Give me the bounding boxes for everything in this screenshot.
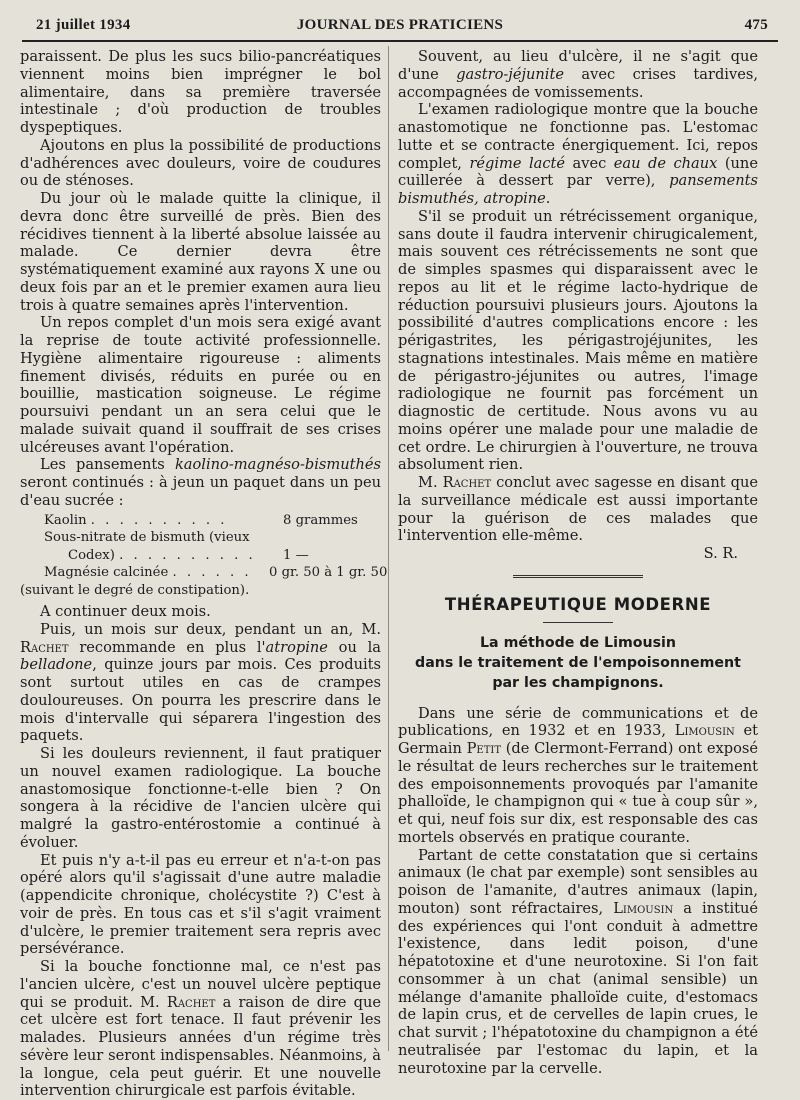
paragraph: Souvent, au lieu d'ulcère, il ne s'agit que d'une gastro-jéjunite avec crises tardives, accompagnées de vomissements. xyxy=(398,48,758,101)
paragraph: Partant de cette constatation que si certains animaux (le chat par exemple) sont sensibles au poison de l'amanite, d'autres animaux (lapin, mouton) sont réfractaires, Limousin a institué des expériences qui l'ont conduit à admettre l'existence, dans ledit poison, d'une hépatotoxine et d'une neurotoxine. Si l'on fait consommer à un chat (animal sensible) un mélange d'amanite phalloïde cuite, d'estomacs de lapin crus, et de cervelles de lapin crues, le chat survit ; l'hépatotoxine du champignon a été neutralisée par l'estomac du lapin, et la neurotoxine par la cervelle. xyxy=(398,846,759,1077)
paragraph: Du jour où le malade quitte la clinique, il devra donc être surveillé de près. Bien des récidives tiennent à la liberté absolue laissée au malade. Ce dernier devra être systématiquement examiné aux rayons X une ou deux fois par an et le premier examen aura lieu trois à quatre semaines après l'intervention. xyxy=(20,190,381,314)
signature: S. R. xyxy=(703,545,738,562)
paragraph: S'il se produit un rétrécissement organique, sans doute il faudra intervenir chirugicalement, mais souvent ces rétrécissements ne sont que de simples spasmes qui disparaissent avec le repos au lit et le régime lacto-hydrique de réduction poursuivi plusieurs jours. Ajoutons la possibilité d'autres complications encore : les périgastrites, les périgastrojéjunites, les stagnations intestinales. Mais même en matière de périgastro-jéjunites ou autres, l'image radiologique ne fournit pas forcément un diagnostic de certitude. Nous avons vu au moins opérer une malade pour une maladie de cet ordre. Le chirurgien à l'ouverture, ne trouva absolument rien. xyxy=(398,207,758,474)
prescription-line: Magnésie calcinée . . . . . . 0 gr. 50 à 1 gr. 50 xyxy=(44,565,388,580)
prescription-line: Kaolin . . . . . . . . . . 8 grammes xyxy=(44,512,358,528)
author-name: Limousin xyxy=(613,899,674,917)
author-name: Rachet xyxy=(442,474,492,491)
paragraph: Ajoutons en plus la possibilité de productions d'adhérences avec douleurs, voire de coudures ou de sténoses. xyxy=(20,136,381,190)
section-divider xyxy=(513,575,643,582)
paragraph: paraissent. De plus les sucs bilio-pancréatiques viennent moins bien imprégner le bol alimentaire, dans sa première traversée intestinale ; d'où production de troubles dyspeptiques. xyxy=(20,48,381,136)
left-column xyxy=(20,48,388,1100)
right-column xyxy=(398,48,758,1077)
prescription-line: Codex) . . . . . . . . . . 1 — xyxy=(68,547,309,563)
paragraph: Si la bouche fonctionne mal, ce n'est pas l'ancien ulcère, c'est un nouvel ulcère peptique qui se produit. M. Rachet a raison de dire que cet ulcère est fort tenace. Il faut prévenir les malades. Plusieurs années d'un régime très sévère leur seront indispensables. Néanmoins, à la longue, cela peut guérir. Et une nouvelle intervention chirurgicale est parfois évitable. xyxy=(20,958,381,1100)
paragraph: L'examen radiologique montre que la bouche anastomotique ne fonctionne pas. L'estomac lutte et se contracte énergiquement. Ici, repos complet, régime lacté avec eau de chaux (une cuillerée à dessert par verre), pansements bismuthés, atropine. xyxy=(398,101,758,207)
prescription-note: (suivant le degré de constipation). xyxy=(20,582,250,598)
author-name: Rachet xyxy=(20,638,69,656)
paragraph: Et puis n'y a-t-il pas eu erreur et n'a-t-on pas opéré alors qu'il s'agissait d'une autre maladie (appendicite chronique, cholécystite ?) C'est à voir de près. En tous cas et s'il s'agit vraiment d'ulcère, le premier traitement sera repris avec persévérance. xyxy=(20,851,381,958)
title-rule xyxy=(543,622,613,623)
paragraph: A continuer deux mois. xyxy=(40,603,211,620)
header-page-number: 475 xyxy=(744,17,768,33)
author-name: Petit xyxy=(466,740,502,757)
section-title: THÉRAPEUTIQUE MODERNE xyxy=(444,594,712,614)
header-journal-title: JOURNAL DES PRATICIENS xyxy=(296,17,504,33)
header-date: 21 juillet 1934 xyxy=(36,17,131,33)
paragraph: M. Rachet conclut avec sagesse en disant que la surveillance médicale est aussi importante pour la guérison de ces malades que l'intervention elle-même. xyxy=(398,474,758,545)
prescription-line: Sous-nitrate de bismuth (vieux xyxy=(44,530,250,545)
article-title: La méthode de Limousin dans le traitement de l'empoisonnement par les champignons. xyxy=(415,634,741,691)
paragraph: Un repos complet d'un mois sera exigé avant la reprise de toute activité professionnelle. Hygiène alimentaire rigoureuse : aliments finement divisés, réduits en purée ou en bouillie, mastication soigneuse. Le régime poursuivi pendant un an sera celui que le malade suivait quand il souffrait de ses crises ulcéreuses avant l'opération. xyxy=(20,314,381,456)
author-name: Limousin xyxy=(674,722,735,740)
paragraph: Puis, un mois sur deux, pendant un an, M. Rachet recommande en plus l'atropine ou la belladone, quinze jours par mois. Ces produits sont surtout utiles en cas de crampes douloureuses. On pourra les prescrire dans le mois d'intervalle qui séparera l'ingestion des paquets. xyxy=(20,620,381,745)
author-name: Rachet xyxy=(166,993,216,1011)
column-divider xyxy=(388,46,389,1051)
signature-line xyxy=(398,545,758,563)
prescription xyxy=(20,512,388,600)
drug-name: kaolino-magnéso-bismuthés xyxy=(174,456,381,474)
paragraph: Dans une série de communications et de publications, en 1932 et en 1933, Limousin et Germain Petit (de Clermont-Ferrand) ont exposé le résultat de leurs recherches sur le traitement des empoisonnements provoqués par l'amanite phalloïde, le champignon qui « tue à coup sûr », et qui, neuf fois sur dix, est responsable des cas mortels observés en pratique courante. xyxy=(398,704,759,846)
paragraph: Si les douleurs reviennent, il faut pratiquer un nouvel examen radiologique. La bouche anastomosique fonctionne-t-elle bien ? On songera à la récidive de l'ancien ulcère qui malgré la gastro-entérostomie a continué à évoluer. xyxy=(20,745,381,851)
paragraph: Les pansements kaolino-magnéso-bismuthés seront continués : à jeun un paquet dans un peu d'eau sucrée : xyxy=(20,456,381,509)
running-header xyxy=(22,14,778,42)
